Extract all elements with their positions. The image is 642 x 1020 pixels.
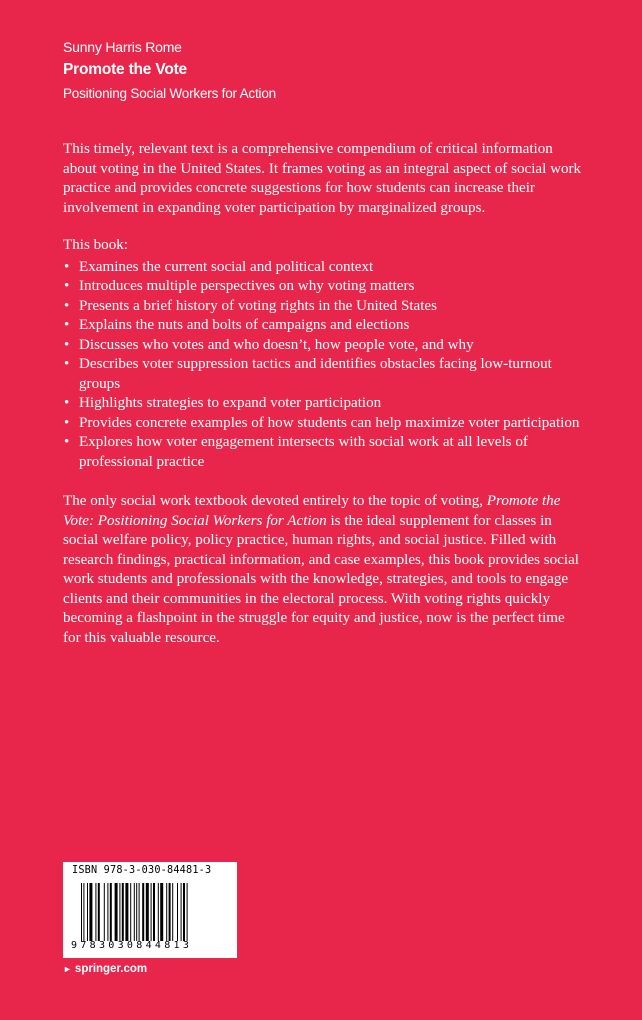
list-lead: This book: xyxy=(63,237,128,253)
bullet-icon: • xyxy=(64,414,70,431)
list-item-text: Explores how voter engagement intersects with social work at all levels of professional practice xyxy=(79,434,528,470)
list-item xyxy=(63,316,583,336)
blurb xyxy=(63,140,583,648)
list-item-text: Introduces multiple perspectives on why voting matters xyxy=(79,278,415,294)
list-item-text: Provides concrete examples of how students can help maximize voter participation xyxy=(79,414,580,431)
list-item xyxy=(63,414,583,434)
bullet-icon: • xyxy=(64,395,70,411)
barcode-bars xyxy=(81,883,225,941)
list-item-text: Discusses who votes and who doesn’t, how people vote, and why xyxy=(79,336,474,353)
bullet-icon: • xyxy=(64,317,70,333)
outro-text-start: The only social work textbook devoted entirely to the topic of voting, xyxy=(63,493,487,509)
list-item-text: Explains the nuts and bolts of campaigns and elections xyxy=(79,317,410,333)
bullet-icon: • xyxy=(64,258,70,275)
intro-paragraph: This timely, relevant text is a comprehensive compendium of critical information about voting in the United States. It frames voting as an integral aspect of social work practice and provides concrete suggestions for how students can increase their involvement in expanding voter participation by marginalized groups. xyxy=(63,141,582,216)
publisher-name: springer.com xyxy=(74,963,148,975)
list-item-text: Presents a brief history of voting rights in the United States xyxy=(79,297,438,314)
list-item-text: Examines the current social and political context xyxy=(79,258,374,275)
list-item-text: Describes voter suppression tactics and identifies obstacles facing low-turnout groups xyxy=(79,356,552,392)
list-item xyxy=(63,433,583,472)
list-item xyxy=(63,336,583,356)
list-item xyxy=(63,258,583,278)
outro-paragraph xyxy=(63,492,583,648)
publisher-link[interactable] xyxy=(63,963,147,975)
book-header xyxy=(63,38,276,103)
list-item xyxy=(63,277,583,297)
book-subtitle: Positioning Social Workers for Action xyxy=(63,86,276,101)
book-title: Promote the Vote xyxy=(63,61,187,78)
list-item xyxy=(63,355,583,394)
bullet-icon: • xyxy=(64,434,70,450)
bullet-icon: • xyxy=(64,336,70,353)
list-item-text: Highlights strategies to expand voter participation xyxy=(79,395,382,411)
bullet-icon: • xyxy=(64,278,70,294)
feature-list xyxy=(63,258,583,473)
list-item xyxy=(63,297,583,317)
outro-text-end: is the ideal supplement for classes in social welfare policy, policy practice, human rights, and social justice. Filled with research findings, practical information, and case examples, this book provides social work students and professionals with the knowledge, strategies, and tools to engage clients and their communities in the electoral process. With voting rights quickly becoming a flashpoint in the struggle for equity and justice, now is the perfect time for this valuable resource. xyxy=(63,512,579,646)
arrow-right-icon: ► xyxy=(63,964,72,974)
isbn-label: ISBN 978-3-030-84481-3 xyxy=(72,865,212,876)
list-item xyxy=(63,394,583,414)
bullet-icon: • xyxy=(64,297,70,314)
author-name: Sunny Harris Rome xyxy=(63,39,182,55)
outro-book-title: Promote the Vote: Positioning Social Workers for Action xyxy=(63,493,561,529)
barcode-panel xyxy=(63,862,237,958)
bullet-icon: • xyxy=(64,356,70,372)
barcode-digits: 9783030844813 xyxy=(71,940,193,951)
